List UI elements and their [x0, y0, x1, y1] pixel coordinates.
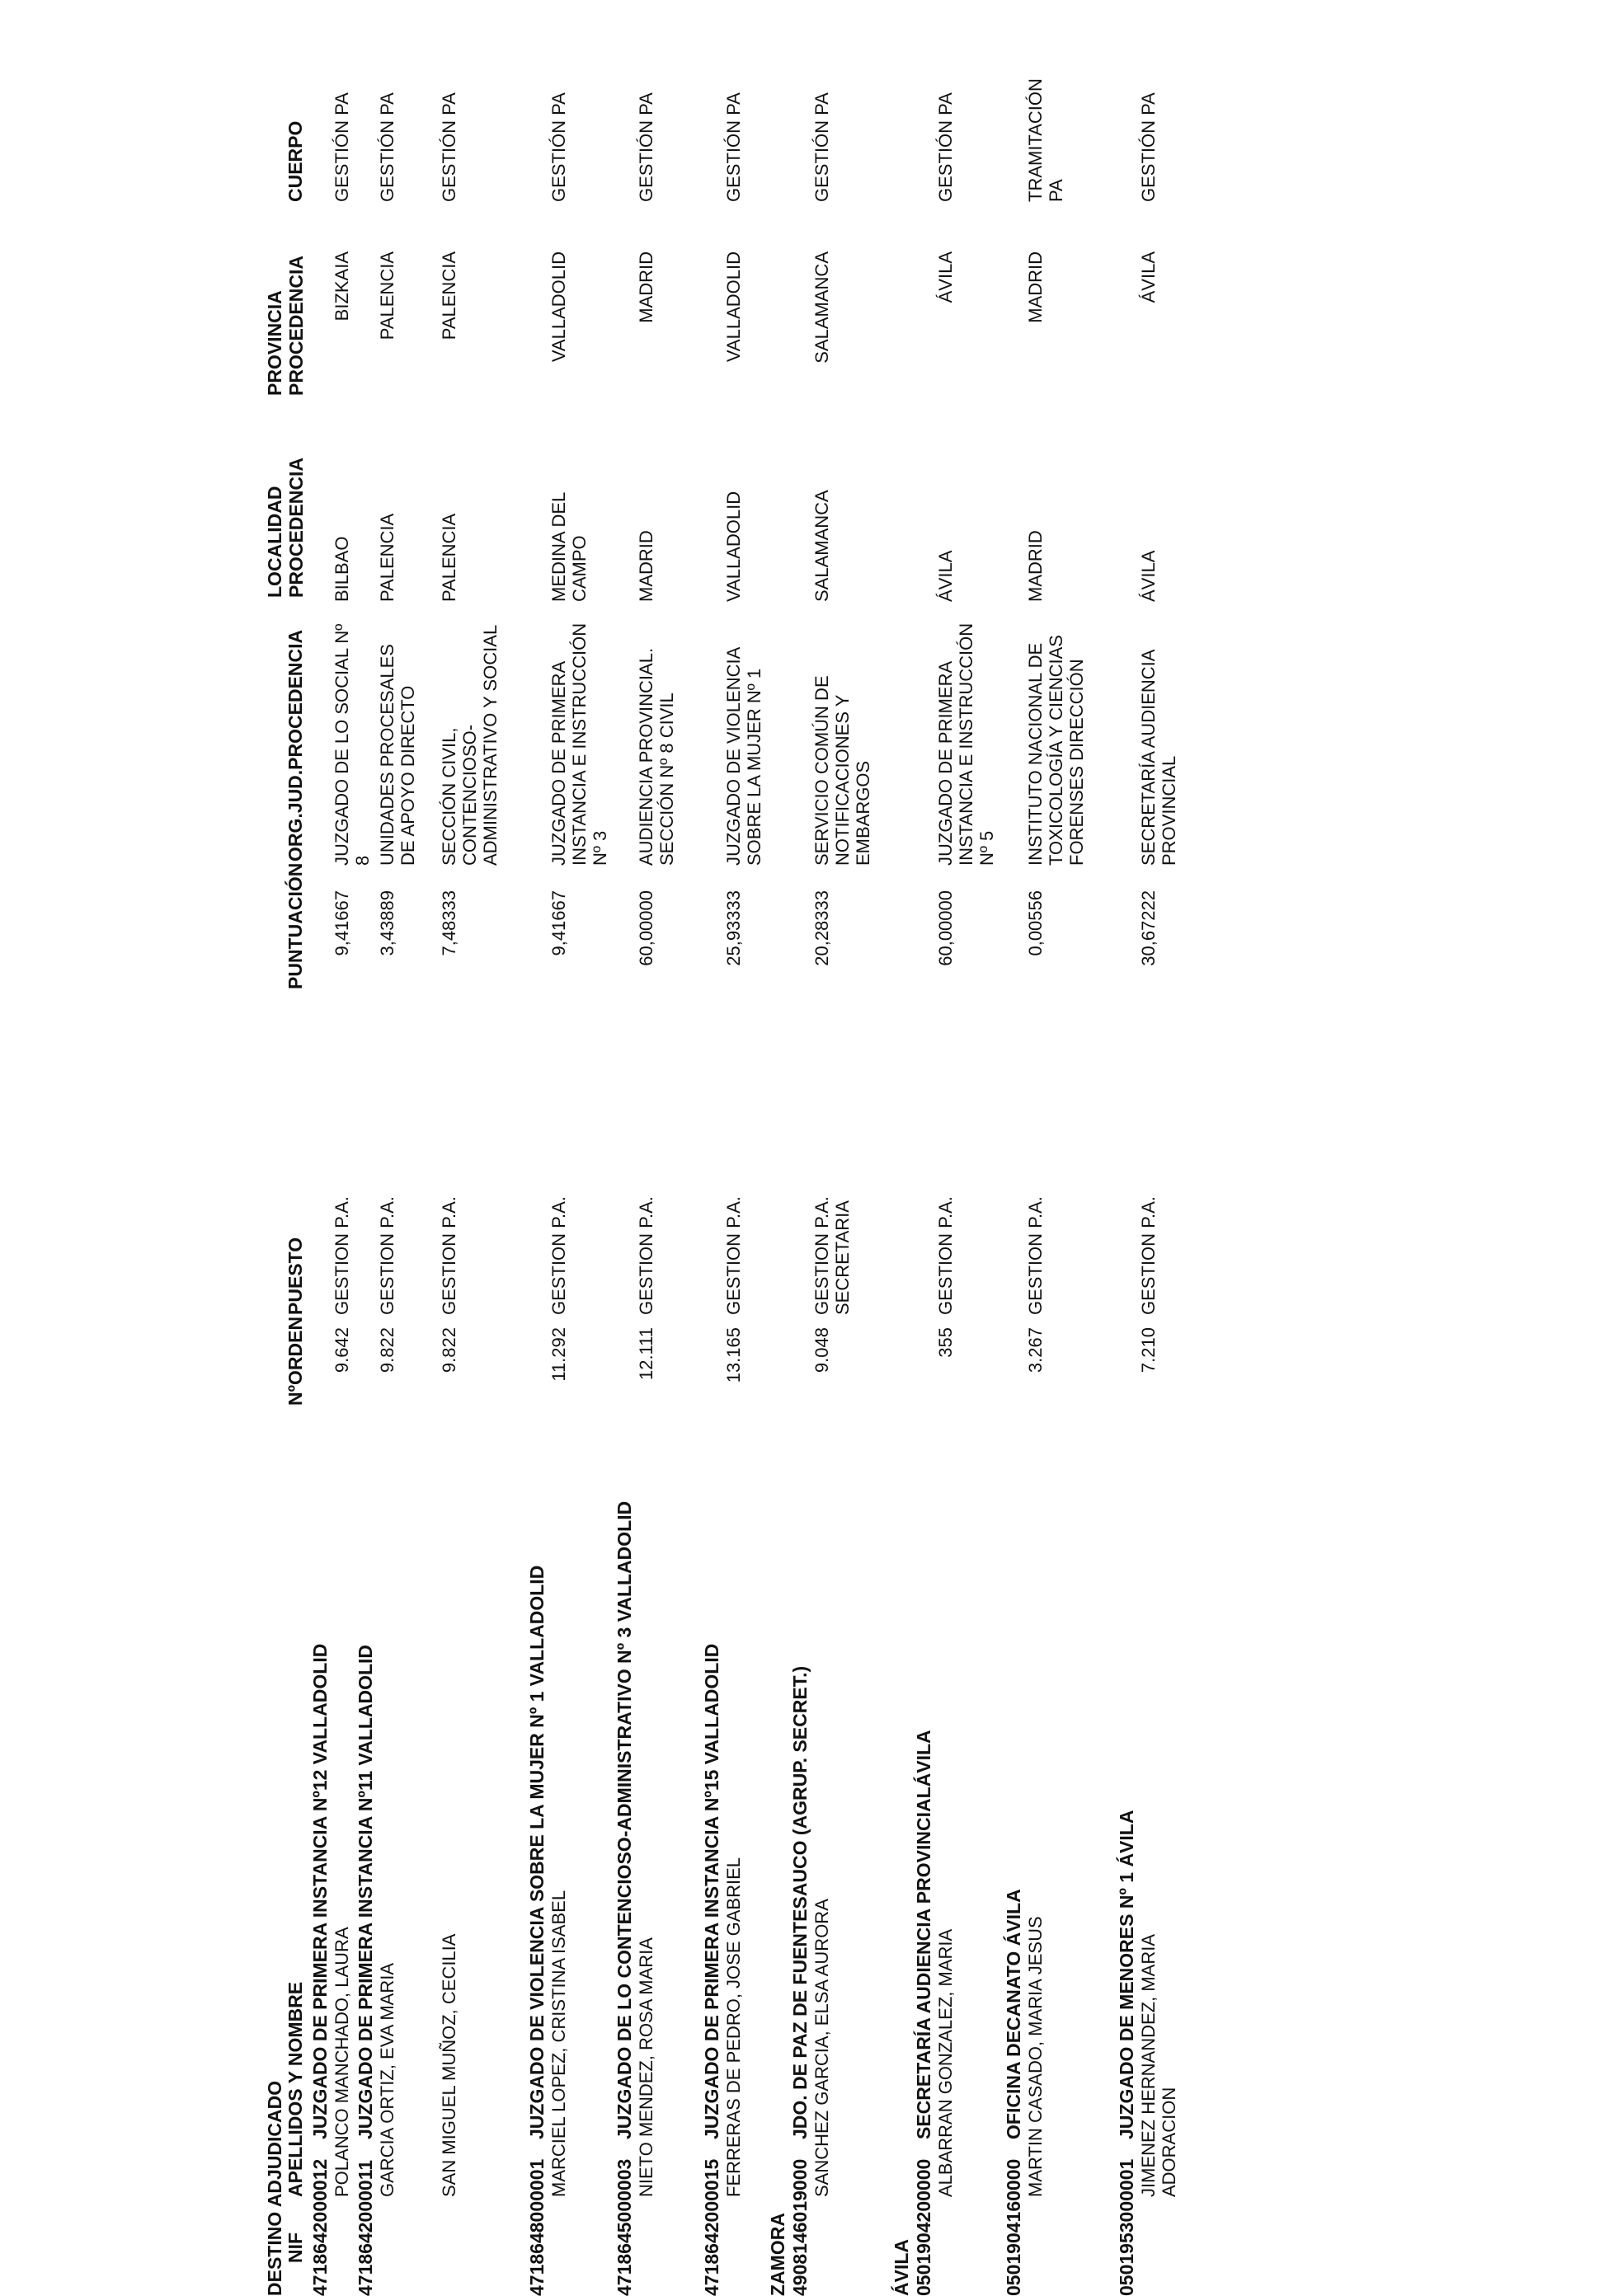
provincia-value: PALENCIA — [377, 251, 397, 340]
localidad-value: MEDINA DEL CAMPO — [548, 492, 590, 602]
puesto-value: GESTION P.A. — [1138, 1196, 1159, 1315]
localidad-value: VALLADOLID — [723, 491, 744, 602]
person-name: ALBARRAN GONZALEZ, MARIA — [935, 1928, 956, 2197]
destino-code: 4718642000011 — [355, 2159, 376, 2296]
orden-number: 12.111 — [636, 1327, 656, 1381]
norden-header: NºORDEN — [285, 1316, 306, 1406]
cuerpo-value: GESTIÓN PA — [811, 92, 832, 202]
cuerpo-value: GESTIÓN PA — [935, 92, 956, 202]
org-procedencia: SERVICIO COMÚN DE NOTIFICACIONES Y EMBARGOS — [811, 675, 873, 866]
puntuacion-value: 3,43889 — [377, 890, 397, 956]
orden-number: 9.822 — [377, 1327, 397, 1373]
orden-number: 7.210 — [1138, 1327, 1159, 1373]
person-name: FERRERAS DE PEDRO, JOSE GABRIEL — [723, 1857, 744, 2197]
puntuacion-value: 9,41667 — [548, 890, 569, 956]
destino-name: JDO. DE PAZ DE FUENTESAUCO (AGRUP. SECRET.) — [789, 1665, 811, 2139]
provincia-value: VALLADOLID — [548, 251, 569, 363]
apellidos-header: APELLIDOS Y NOMBRE — [285, 1981, 306, 2197]
provincia-header: PROVINCIA PROCEDENCIA — [264, 256, 307, 396]
provincia-value: BIZKAIA — [332, 251, 352, 322]
org-procedencia: INSTITUTO NACIONAL DE TOXICOLOGÍA Y CIENCIAS FORENSES DIRECCIÓN — [1025, 635, 1087, 866]
destino-name: JUZGADO DE PRIMERA INSTANCIA Nº12 VALLADOLID — [309, 1643, 331, 2139]
person-name: SANCHEZ GARCIA, ELSA AURORA — [811, 1899, 832, 2197]
destino-code: 4718648000001 — [526, 2158, 548, 2296]
provincia-value: VALLADOLID — [723, 251, 744, 363]
puntuacion-header: PUNTUACIÓN — [285, 862, 306, 989]
person-name: JIMENEZ HERNANDEZ, MARIA ADORACION — [1138, 1935, 1179, 2197]
provincia-value: SALAMANCA — [811, 251, 832, 364]
puntuacion-value: 60,00000 — [935, 890, 956, 966]
destino-name: JUZGADO DE MENORES Nº 1 ÁVILA — [1116, 1810, 1137, 2139]
cuerpo-value: GESTIÓN PA — [377, 92, 397, 202]
provincia-value: MADRID — [1025, 251, 1046, 323]
puntuacion-value: 20,28333 — [811, 890, 832, 966]
orden-number: 3.267 — [1025, 1327, 1046, 1373]
rotated-table — [264, 78, 1295, 2296]
destino-name: OFICINA DECANATO ÁVILA — [1003, 1889, 1024, 2139]
cuerpo-value: GESTIÓN PA — [439, 92, 459, 202]
localidad-value: MADRID — [1025, 530, 1046, 602]
orden-number: 9.822 — [439, 1327, 459, 1373]
puntuacion-value: 30,67222 — [1138, 890, 1159, 966]
puesto-value: GESTION P.A. — [377, 1196, 397, 1315]
person-name: NIETO MENDEZ, ROSA MARIA — [636, 1937, 656, 2197]
destino-name: JUZGADO DE PRIMERA INSTANCIA Nº15 VALLADOLID — [701, 1643, 722, 2139]
destino-header: DESTINO ADJUDICADO — [264, 2080, 285, 2296]
orden-number: 9.642 — [332, 1327, 352, 1373]
destino-code: 4718645000003 — [614, 2158, 635, 2296]
cuerpo-value: GESTIÓN PA — [332, 92, 352, 202]
orden-number: 355 — [935, 1327, 956, 1358]
person-name: MARCIEL LOPEZ, CRISTINA ISABEL — [548, 1890, 569, 2197]
puesto-value: GESTION P.A. — [636, 1196, 656, 1315]
localidad-value: PALENCIA — [377, 513, 397, 602]
org-header: ORG.JUD.PROCEDENCIA — [285, 629, 306, 862]
cuerpo-header: CUERPO — [285, 120, 306, 202]
destino-code: 0501904200000 — [913, 2158, 934, 2296]
puesto-value: GESTION P.A. — [1025, 1196, 1046, 1315]
orden-number: 11.292 — [548, 1327, 569, 1382]
destino-name: JUZGADO DE LO CONTENCIOSO-ADMINISTRATIVO Nº 3 VALLADOLID — [614, 1500, 635, 2139]
provincia-value: ÁVILA — [1138, 251, 1159, 303]
person-name: MARTIN CASADO, MARIA JESUS — [1025, 1916, 1046, 2197]
nif-header: NIF — [285, 2232, 306, 2263]
destino-code: 4908146019000 — [789, 2158, 811, 2296]
cuerpo-value: GESTIÓN PA — [636, 92, 656, 202]
province-heading-avila: ÁVILA — [891, 2239, 912, 2296]
localidad-value: ÁVILA — [1138, 550, 1159, 602]
provincia-value: PALENCIA — [439, 251, 459, 340]
province-heading-zamora: ZAMORA — [767, 2213, 788, 2296]
puntuacion-value: 60,00000 — [636, 890, 656, 966]
cuerpo-value: GESTIÓN PA — [1138, 92, 1159, 202]
puesto-value: GESTION P.A. — [935, 1196, 956, 1315]
orden-number: 13.165 — [723, 1327, 744, 1383]
person-name: GARCIA ORTIZ, EVA MARIA — [377, 1962, 397, 2197]
cuerpo-value: TRAMITACIÓN PA — [1025, 78, 1066, 202]
person-name: POLANCO MANCHADO, LAURA — [332, 1927, 352, 2197]
destino-name: JUZGADO DE PRIMERA INSTANCIA Nº11 VALLADOLID — [355, 1644, 376, 2139]
org-procedencia: AUDIENCIA PROVINCIAL. SECCIÓN Nº 8 CIVIL — [636, 647, 677, 866]
provincia-value: MADRID — [636, 251, 656, 323]
localidad-value: ÁVILA — [935, 550, 956, 602]
localidad-value: SALAMANCA — [811, 490, 832, 602]
destino-name: JUZGADO DE VIOLENCIA SOBRE LA MUJER Nº 1 VALLADOLID — [526, 1565, 548, 2139]
localidad-value: BILBAO — [332, 536, 352, 602]
org-procedencia: JUZGADO DE LO SOCIAL Nº 8 — [332, 623, 373, 866]
org-procedencia: JUZGADO DE PRIMERA INSTANCIA E INSTRUCCIÓN Nº 3 — [548, 622, 610, 866]
cuerpo-value: GESTIÓN PA — [723, 92, 744, 202]
puntuacion-value: 25,93333 — [723, 890, 744, 966]
localidad-value: PALENCIA — [439, 513, 459, 602]
org-procedencia: SECCIÓN CIVIL, CONTENCIOSO-ADMINISTRATIVO Y SOCIAL — [439, 624, 501, 866]
puesto-header: PUESTO — [285, 1237, 306, 1315]
puntuacion-value: 9,41667 — [332, 890, 352, 956]
localidad-value: MADRID — [636, 530, 656, 602]
puesto-value: GESTION P.A. — [439, 1196, 459, 1315]
destino-code: 0501904160000 — [1003, 2158, 1024, 2296]
destino-code: 0501953000001 — [1116, 2158, 1137, 2296]
puntuacion-value: 7,48333 — [439, 890, 459, 956]
destino-code: 4718642000012 — [309, 2158, 331, 2296]
person-name: SAN MIGUEL MUÑOZ, CECILIA — [439, 1933, 459, 2197]
destino-code: 4718642000015 — [701, 2158, 722, 2296]
orden-number: 9.048 — [811, 1327, 832, 1373]
org-procedencia: JUZGADO DE VIOLENCIA SOBRE LA MUJER Nº 1 — [723, 647, 764, 866]
puesto-value: GESTION P.A. — [548, 1196, 569, 1315]
destino-name: SECRETARÍA AUDIENCIA PROVINCIALÁVILA — [913, 1730, 934, 2139]
localidad-header: LOCALIDAD PROCEDENCIA — [264, 458, 307, 598]
puesto-value: GESTION P.A. — [332, 1196, 352, 1315]
puesto-value: GESTION P.A. — [723, 1196, 744, 1315]
provincia-value: ÁVILA — [935, 251, 956, 303]
org-procedencia: JUZGADO DE PRIMERA INSTANCIA E INSTRUCCIÓN Nº 5 — [935, 622, 997, 866]
cuerpo-value: GESTIÓN PA — [548, 92, 569, 202]
org-procedencia: UNIDADES PROCESALES DE APOYO DIRECTO — [377, 644, 418, 866]
org-procedencia: SECRETARÍA AUDIENCIA PROVINCIAL — [1138, 650, 1179, 866]
puesto-value: GESTION P.A. SECRETARIA — [811, 1196, 853, 1315]
puntuacion-value: 0,00556 — [1025, 890, 1046, 956]
